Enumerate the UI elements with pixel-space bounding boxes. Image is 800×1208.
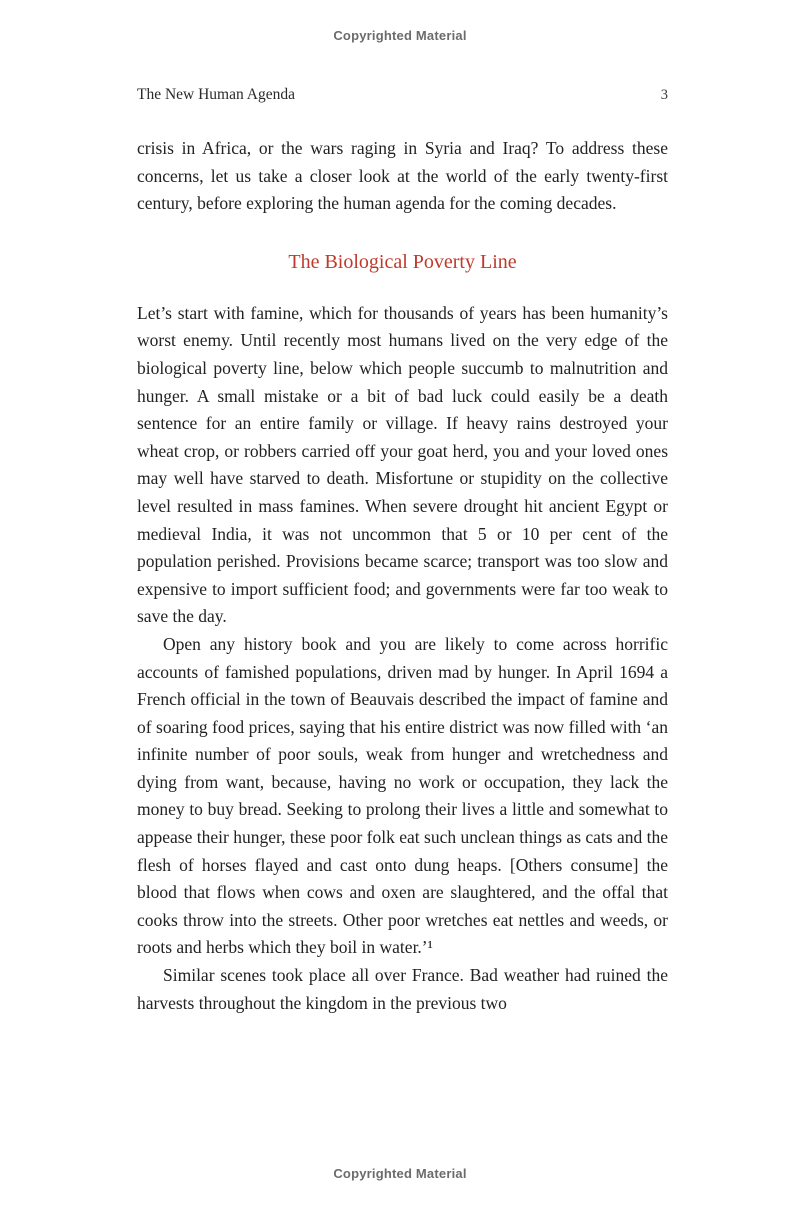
running-header-title: The New Human Agenda (137, 86, 295, 103)
copyright-notice-top: Copyrighted Material (333, 28, 467, 43)
running-header (137, 86, 668, 104)
paragraph-intro: crisis in Africa, or the wars raging in Syria and Iraq? To address these concerns, let us take a closer look at the world of the early twenty-first century, before exploring the human agenda for the coming decades. (137, 138, 668, 214)
text-block (137, 86, 668, 1017)
page-number: 3 (660, 87, 668, 103)
paragraph-france: Similar scenes took place all over France. Bad weather had ruined the harvests throughout the kingdom in the previous two (137, 965, 668, 1013)
copyright-notice-bottom: Copyrighted Material (333, 1166, 467, 1181)
paragraph-history-accounts: Open any history book and you are likely to come across horrific accounts of famished populations, driven mad by hunger. In April 1694 a French official in the town of Beauvais described the impact of famine and of soaring food prices, saying that his entire district was now filled with ‘an infinite number of poor souls, weak from hunger and wretchedness and dying from want, because, having no work or occupation, they lack the money to buy bread. Seeking to prolong their lives a little and somewhat to appease their hunger, these poor folk eat such unclean things as cats and the flesh of horses flayed and cast onto dung heaps. [Others consume] the blood that flows when cows and oxen are slaughtered, and the offal that cooks throw into the streets. Other poor wretches eat nettles and weeds, or roots and herbs which they boil in water.’¹ (137, 633, 668, 958)
paragraph-famine: Let’s start with famine, which for thousands of years has been humanity’s worst enemy. Until recently most humans lived on the very edge of the biological poverty line, below which people succumb to malnutrition and hunger. A small mistake or a bit of bad luck could easily be a death sentence for an entire family or village. If heavy rains destroyed your wheat crop, or robbers carried off your goat herd, you and your loved ones may well have starved to death. Misfortune or stupidity on the collective level resulted in mass famines. When severe drought hit ancient Egypt or medieval India, it was not uncommon that 5 or 10 per cent of the population perished. Provisions became scarce; transport was too slow and expensive to import sufficient food; and governments were far too weak to save the day. (137, 302, 668, 627)
section-heading: The Biological Poverty Line (288, 250, 517, 273)
